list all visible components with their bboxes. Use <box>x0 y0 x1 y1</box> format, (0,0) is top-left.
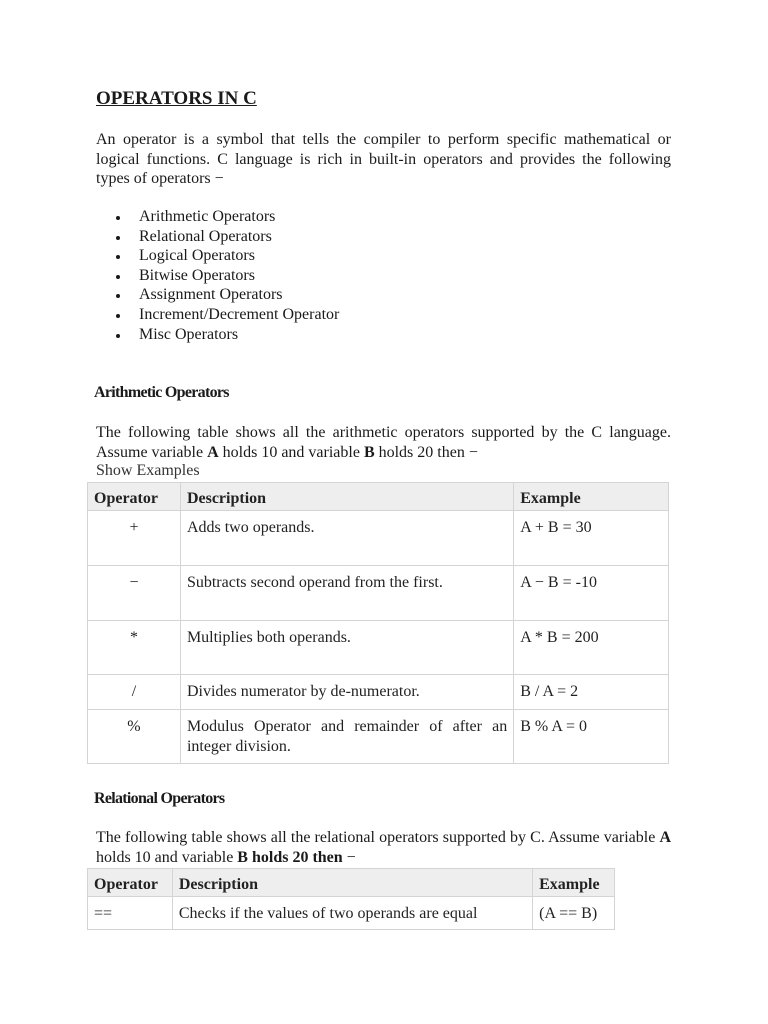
arithmetic-heading: Arithmetic Operators <box>94 384 229 401</box>
desc-text: holds 10 and variable <box>218 443 364 461</box>
list-item: Assignment Operators <box>96 285 339 305</box>
example-cell: A − B = -10 <box>514 566 669 621</box>
list-item: Relational Operators <box>96 227 339 247</box>
table-row <box>88 675 669 710</box>
operator-cell: + <box>88 511 181 566</box>
list-item: Bitwise Operators <box>96 266 339 286</box>
header-operator: Operator <box>88 483 181 511</box>
list-item: Arithmetic Operators <box>96 207 339 227</box>
operator-types-list <box>96 207 339 344</box>
table-row <box>88 897 615 930</box>
example-cell: A + B = 30 <box>514 511 669 566</box>
example-cell: A * B = 200 <box>514 621 669 675</box>
operator-cell: * <box>88 621 181 675</box>
arithmetic-description <box>96 423 671 462</box>
header-description: Description <box>180 483 513 511</box>
description-cell: Checks if the values of two operands are equal <box>172 897 532 930</box>
desc-text: The following table shows all the relational operators supported by C. Assume variable <box>96 829 660 846</box>
description-cell: Adds two operands. <box>180 511 513 566</box>
table-row <box>88 511 669 566</box>
operator-cell: % <box>88 710 181 764</box>
page-title: OPERATORS IN C <box>96 88 257 109</box>
example-cell: (A == B) <box>533 897 615 930</box>
table-header-row <box>88 483 669 511</box>
desc-text: The following table shows all the arithmetic operators supported by the C language. Assume variable <box>96 424 671 461</box>
variable-b: B <box>363 443 375 461</box>
variable-b: B holds 20 then <box>237 848 343 866</box>
example-cell: B / A = 2 <box>514 675 669 710</box>
header-operator: Operator <box>88 869 173 897</box>
intro-paragraph: An operator is a symbol that tells the compiler to perform specific mathematical or logical functions. C language is rich in built-in operators and provides the following types of operators − <box>96 131 671 187</box>
relational-description <box>96 828 671 867</box>
desc-text: − <box>342 848 356 866</box>
table-row <box>88 710 669 764</box>
table-row <box>88 566 669 621</box>
show-examples-link[interactable]: Show Examples <box>96 462 200 479</box>
relational-heading: Relational Operators <box>94 790 225 807</box>
relational-operators-table <box>87 868 615 930</box>
header-example: Example <box>514 483 669 511</box>
desc-text: holds 10 and variable <box>96 848 238 866</box>
example-cell: B % A = 0 <box>514 710 669 764</box>
description-cell: Divides numerator by de-numerator. <box>180 675 513 710</box>
description-cell: Subtracts second operand from the first. <box>180 566 513 621</box>
list-item: Increment/Decrement Operator <box>96 305 339 325</box>
table-row <box>88 621 669 675</box>
variable-a: A <box>659 829 671 846</box>
operator-cell: − <box>88 566 181 621</box>
operator-cell: == <box>88 897 173 930</box>
arithmetic-operators-table <box>87 482 669 764</box>
list-item: Misc Operators <box>96 325 339 345</box>
list-item: Logical Operators <box>96 246 339 266</box>
header-description: Description <box>172 869 532 897</box>
variable-a: A <box>207 443 219 461</box>
operator-cell: / <box>88 675 181 710</box>
description-cell: Modulus Operator and remainder of after an integer division. <box>180 710 513 764</box>
description-cell: Multiplies both operands. <box>180 621 513 675</box>
desc-text: holds 20 then − <box>374 443 478 461</box>
header-example: Example <box>533 869 615 897</box>
table-header-row <box>88 869 615 897</box>
